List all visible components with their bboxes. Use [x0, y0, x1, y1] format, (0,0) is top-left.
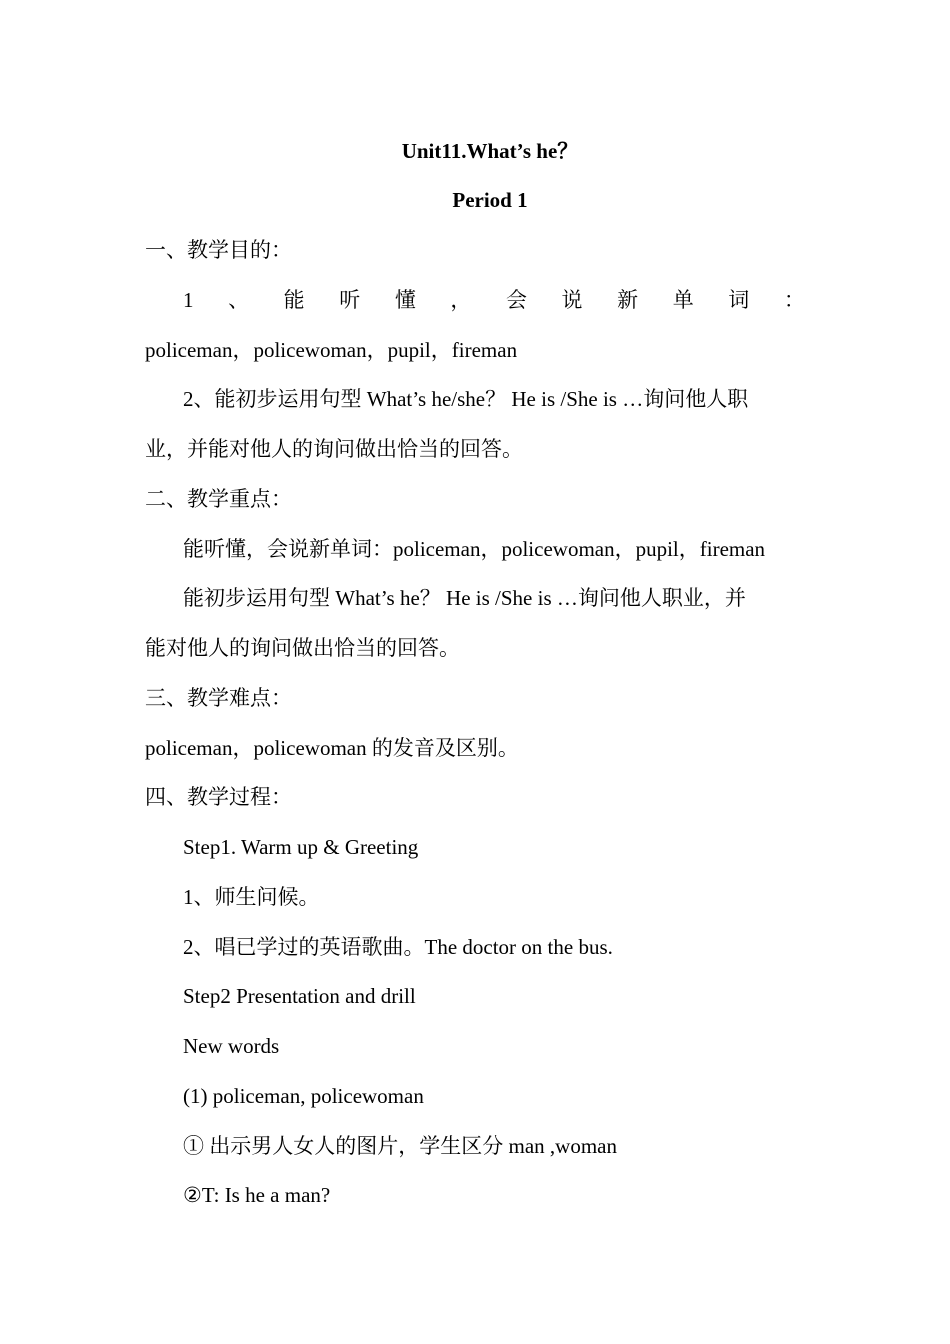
spread-char: 懂 — [394, 288, 416, 312]
objective-item-1 — [183, 287, 805, 313]
spread-char: 听 — [339, 288, 361, 312]
objective-item-2-line-2: 业，并能对他人的询问做出恰当的回答。 — [145, 437, 523, 461]
objective-item-1-continued: policeman，policewoman，pupil，fireman — [145, 338, 518, 362]
spread-char: 1 — [183, 288, 194, 312]
difficulty-line-1: policeman，policewoman 的发音及区别。 — [145, 736, 519, 760]
process-step-1: Step1. Warm up & Greeting — [183, 835, 419, 859]
spread-char: 说 — [561, 288, 583, 312]
key-point-line-1: 能听懂，会说新单词：policeman，policewoman，pupil，fireman — [183, 537, 766, 561]
spread-char: 、 — [228, 288, 250, 312]
section-heading-objectives: 一、教学目的： — [145, 238, 292, 262]
spread-char: ， — [450, 288, 472, 312]
process-step-1-item-2: 2、唱已学过的英语歌曲。The doctor on the bus. — [183, 935, 613, 959]
key-point-line-3: 能对他人的询问做出恰当的回答。 — [145, 636, 460, 660]
key-point-line-2: 能初步运用句型 What’s he？ He is /She is …询问他人职业，并 — [183, 586, 746, 610]
process-step-2: Step2 Presentation and drill — [183, 984, 416, 1008]
spread-char: ： — [783, 288, 805, 312]
section-heading-process: 四、教学过程： — [145, 785, 292, 809]
section-heading-key-points: 二、教学重点： — [145, 487, 292, 511]
spread-char: 词 — [728, 288, 750, 312]
process-sub-item-1: ① 出示男人女人的图片，学生区分 man ,woman — [183, 1134, 617, 1158]
spread-char: 单 — [672, 288, 694, 312]
spread-char: 能 — [283, 288, 305, 312]
process-new-words: New words — [183, 1034, 280, 1058]
spread-char: 会 — [505, 288, 527, 312]
process-step-1-item-1: 1、师生问候。 — [183, 885, 320, 909]
process-item-1: (1) policeman, policewoman — [183, 1084, 424, 1108]
objective-item-2-line-1: 2、能初步运用句型 What’s he/she？ He is /She is …询问他人职 — [183, 387, 749, 411]
document-title: Unit11.What’s he？ — [401, 139, 579, 163]
document-subtitle: Period 1 — [452, 188, 528, 212]
section-heading-difficulties: 三、教学难点： — [145, 686, 292, 710]
spread-char: 新 — [617, 288, 639, 312]
process-sub-item-2: ②T: Is he a man? — [183, 1183, 331, 1207]
